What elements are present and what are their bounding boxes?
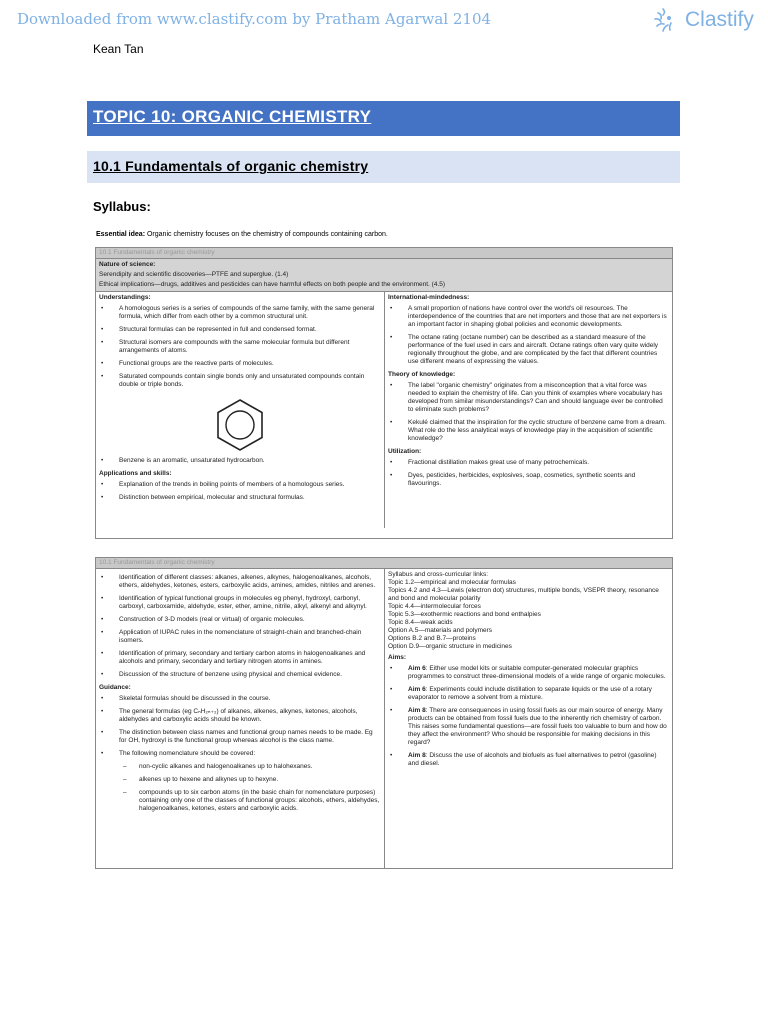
nature-line: Serendipity and scientific discoveries—PTFE and superglue. (1.4) bbox=[99, 271, 289, 278]
subtopic-heading bbox=[87, 151, 680, 183]
list-item: • Dyes, pesticides, herbicides, explosives, soap, cosmetics, synthetic scents and flavourings. bbox=[390, 472, 636, 487]
download-watermark: Downloaded from www.clastify.com by Pratham Agarwal 2104 bbox=[17, 10, 492, 28]
list-item: • Structural isomers are compounds with the same molecular formula but different arrangements of atoms. bbox=[101, 339, 350, 354]
logo-text: Clastify bbox=[685, 8, 754, 31]
list-item: • Kekulé claimed that the inspiration for the cyclic structure of benzene came from a dream. What role do the less analytical ways of knowledge play in the acquisition of scientific knowledge? bbox=[390, 419, 666, 442]
clastify-logo-icon bbox=[651, 6, 681, 34]
tok-list bbox=[388, 382, 669, 443]
nature-label: Nature of science: bbox=[99, 261, 156, 268]
subtopic-title: 10.1 Fundamentals of organic chemistry bbox=[93, 158, 369, 174]
link-line: Topic 8.4—weak acids bbox=[388, 619, 453, 626]
list-item: • Benzene is an aromatic, unsaturated hydrocarbon. bbox=[101, 457, 265, 464]
tok-label: Theory of knowledge: bbox=[388, 371, 456, 378]
essential-idea-label: Essential idea: bbox=[96, 231, 146, 238]
syllabus-heading: Syllabus: bbox=[93, 199, 151, 214]
util-list bbox=[388, 459, 669, 488]
nature-of-science bbox=[96, 259, 672, 292]
links-column bbox=[385, 569, 672, 869]
link-line: Option A.5—materials and polymers bbox=[388, 627, 493, 634]
syllabus-table-1 bbox=[95, 247, 673, 539]
syllabus-table-2 bbox=[95, 557, 673, 869]
list-item: • Identification of different classes: alkanes, alkenes, alkynes, halogenoalkanes, alcohols, ethers, aldehydes, ketones, esters, carboxylic acids, amines, amides, nitriles and arenes. bbox=[101, 574, 376, 589]
util-label: Utilization: bbox=[388, 448, 422, 455]
link-line: Topic 4.4—intermolecular forces bbox=[388, 603, 481, 610]
link-line: Option D.9—organic structure in medicines bbox=[388, 643, 512, 650]
list-item: • Application of IUPAC rules in the nomenclature of straight-chain and branched-chain isomers. bbox=[101, 629, 362, 644]
nature-line: Ethical implications—drugs, additives and pesticides can have harmful effects on both people and the environment. (4.5) bbox=[99, 281, 446, 288]
list-item: – non-cyclic alkanes and halogenoalkanes up to halohexanes. bbox=[123, 763, 313, 770]
list-item: • Discussion of the structure of benzene using physical and chemical evidence. bbox=[101, 671, 342, 678]
table-header: 10.1 Fundamentals of organic chemistry bbox=[96, 558, 672, 569]
list-item: • Aim 8: There are consequences in using fossil fuels as our main source of energy. Many products can be obtained from fossil fuels due to the inherently rich chemistry of carbon. This raises some fundamental questions—are fossil fuels too valuable to burn and how do they affect the environment? Who should be responsible for making decisions in this regard? bbox=[390, 707, 667, 746]
list-item: • Identification of typical functional groups in molecules eg phenyl, hydroxyl, carbonyl, carboxyl, carboxamide, aldehyde, ester, ether, amine, nitrile, alkyl, alkenyl and alkynyl. bbox=[101, 595, 367, 610]
understandings-column bbox=[96, 292, 385, 528]
intl-label: International-mindedness: bbox=[388, 294, 470, 301]
author-name: Kean Tan bbox=[93, 42, 144, 56]
topic-heading bbox=[87, 101, 680, 136]
guidance-label: Guidance: bbox=[99, 684, 131, 691]
list-item: • Aim 6: Either use model kits or suitable computer-generated molecular graphics programmes to construct three-dimensional models of a wide range of organic molecules. bbox=[390, 665, 666, 680]
list-item: • A small proportion of nations have control over the world's oil resources. The interdependence of the countries that are net importers and those that are net exporters is an important factor in shaping global policies and economic developments. bbox=[390, 305, 667, 328]
list-item: • Aim 6: Experiments could include distillation to separate liquids or the use of a rotary evaporator to remove a solvent from a mixture. bbox=[390, 686, 652, 701]
list-item: • Aim 8: Discuss the use of alcohols and biofuels as fuel alternatives to petrol (gasoline) and diesel. bbox=[390, 752, 657, 767]
link-line: Topic 5.3—exothermic reactions and bond enthalpies bbox=[388, 611, 541, 618]
guidance-list bbox=[99, 695, 381, 813]
topic-title: TOPIC 10: ORGANIC CHEMISTRY bbox=[93, 107, 372, 126]
benzene-list bbox=[99, 457, 381, 465]
essential-idea-text: Organic chemistry focuses on the chemistry of compounds containing carbon. bbox=[146, 231, 388, 238]
benzene-ring-icon bbox=[212, 397, 268, 453]
intl-list bbox=[388, 305, 669, 366]
list-item: – alkenes up to hexene and alkynes up to hexyne. bbox=[123, 776, 279, 783]
list-item: • The octane rating (octane number) can be described as a standard measure of the performance of the fuel used in cars and aircraft. Octane ratings often vary quite widely regionally throughout the globe, and are complicated by the fact that different countries use different means of expressing the values. bbox=[390, 334, 659, 365]
list-item: • Identification of primary, secondary and tertiary carbon atoms in halogenoalkanes and alcohols and primary, secondary and tertiary nitrogen atoms in amines. bbox=[101, 650, 366, 665]
list-item: • Explanation of the trends in boiling points of members of a homologous series. bbox=[101, 481, 345, 488]
aims-label: Aims: bbox=[388, 654, 407, 661]
list-item: • The label "organic chemistry" originates from a misconception that a vital force was needed to explain the chemistry of life. Can you think of examples where vocabulary has developed from similar misunderstandings? Can and should language ever be controlled to eliminate such problems? bbox=[390, 382, 663, 413]
list-item: • Saturated compounds contain single bonds only and unsaturated compounds contain double or triple bonds. bbox=[101, 373, 365, 388]
list-item: • Functional groups are the reactive parts of molecules. bbox=[101, 360, 274, 367]
list-item: • Structural formulas can be represented in full and condensed format. bbox=[101, 326, 317, 333]
list-item: – compounds up to six carbon atoms (in the basic chain for nomenclature purposes) containing only one of the classes of functional groups: alcohols, ethers, aldehydes, halogenoalkanes, ketones, esters and carboxylic acids. bbox=[123, 789, 380, 812]
applications-list bbox=[99, 481, 381, 502]
applications-label: Applications and skills: bbox=[99, 470, 172, 477]
link-line: Topics 4.2 and 4.3—Lewis (electron dot) structures, multiple bonds, VSEPR theory, resonance and bond and molecular polarity bbox=[388, 587, 659, 602]
link-line: Topic 1.2—empirical and molecular formulas bbox=[388, 579, 516, 586]
skills-column bbox=[96, 569, 385, 869]
aims-list bbox=[388, 665, 669, 768]
list-item: • Distinction between empirical, molecular and structural formulas. bbox=[101, 494, 305, 501]
list-item: • Skeletal formulas should be discussed in the course. bbox=[101, 695, 271, 702]
list-item: • The following nomenclature should be covered: bbox=[101, 750, 256, 757]
list-item: • Construction of 3-D models (real or virtual) of organic molecules. bbox=[101, 616, 305, 623]
link-line: Options B.2 and B.7—proteins bbox=[388, 635, 476, 642]
link-line: Syllabus and cross-curricular links: bbox=[388, 571, 489, 578]
list-item: • Fractional distillation makes great use of many petrochemicals. bbox=[390, 459, 589, 466]
table-header: 10.1 Fundamentals of organic chemistry bbox=[96, 248, 672, 259]
essential-idea bbox=[96, 231, 388, 238]
understandings-list bbox=[99, 305, 381, 389]
benzene-structure bbox=[99, 397, 381, 453]
international-column bbox=[385, 292, 672, 528]
list-item: • A homologous series is a series of compounds of the same family, with the same general formula, which differ from each other by a common structural unit. bbox=[101, 305, 375, 320]
list-item: • The general formulas (eg CₙH₂ₙ₊₂) of alkanes, alkenes, alkynes, ketones, alcohols, aldehydes and carboxylic acids should be known. bbox=[101, 708, 358, 723]
skills-list bbox=[99, 574, 381, 679]
cross-curricular-links bbox=[388, 571, 669, 651]
clastify-logo[interactable] bbox=[651, 6, 754, 34]
understandings-label: Understandings: bbox=[99, 294, 151, 301]
list-item: • The distinction between class names and functional group names needs to be made. Eg for OH, hydroxyl is the functional group whereas alcohol is the class name. bbox=[101, 729, 373, 744]
